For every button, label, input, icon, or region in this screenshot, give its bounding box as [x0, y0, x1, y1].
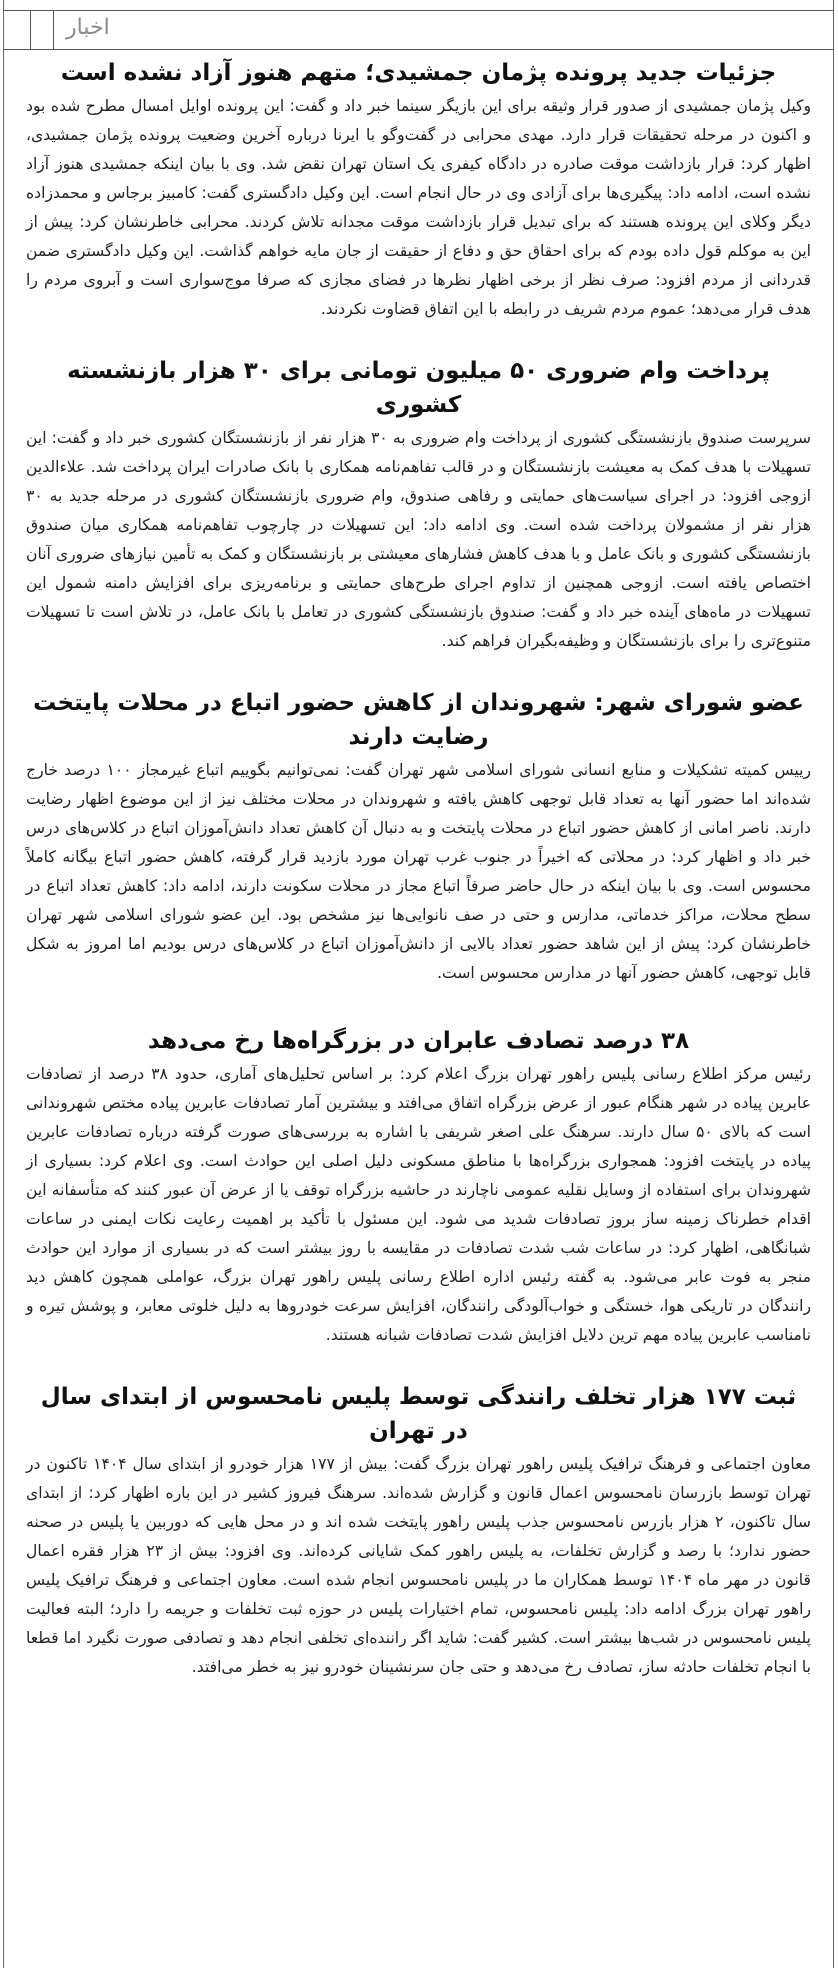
page-frame	[3, 0, 834, 1968]
article-headline: ۳۸ درصد تصادف عابران در بزرگراه‌ها رخ می‌دهد	[147, 1028, 690, 1054]
article	[26, 354, 811, 656]
article-body: معاون اجتماعی و فرهنگ ترافیک پلیس راهور تهران بزرگ گفت: بیش از ۱۷۷ هزار خودرو از ابتدای سال ۱۴۰۴ تاکنون در تهران توسط بازرسان نامحسوس اعمال قانون و گزارش شده‌اند. سرهنگ فیروز کشیر در این باره اظهار کرد: از ابتدای سال تاکنون، ۲ هزار بازرس نامحسوس جذب پلیس راهور پایتخت شده اند و در محل هایی که دوربین یا پلیس در صحنه حضور ندارد؛ با رصد و گزارش تخلفات، به پلیس راهور کمک شایانی کرده‌اند. وی افزود: بیش از ۲۳ هزار فقره اعمال قانون در مهر ماه ۱۴۰۴ توسط همکاران ما در پلیس نامحسوس انجام شده است. معاون اجتماعی و فرهنگ ترافیک پلیس راهور تهران بزرگ ادامه داد: پلیس نامحسوس، تمام اختیارات پلیس در حوزه ثبت تخلفات و جریمه را دارد؛ البته فعالیت پلیس نامحسوس در شب‌ها بیشتر است. کشیر گفت: شاید اگر راننده‌ای تخلفی انجام دهد و تصادفی صورت نگیرد اما قطعا با انجام تخلفات حادثه ساز، تصادف رخ می‌دهد و حتی جان سرنشینان خودرو نیز به خطر می‌افتد.	[26, 1455, 811, 1676]
article-headline: پرداخت وام ضروری ۵۰ میلیون تومانی برای ۳۰ هزار بازنشسته کشوری	[67, 358, 770, 418]
article	[26, 1380, 811, 1682]
article-body: رییس کمیته تشکیلات و منابع انسانی شورای اسلامی شهر تهران گفت: نمی‌توانیم بگوییم اتباع غیرمجاز ۱۰۰ درصد خارج شده‌اند اما حضور آنها به تعداد قابل توجهی کاهش یافته و شهروندان در محلات مختلف نیز از این موضوع اظهار رضایت دارند. ناصر امانی از کاهش حضور اتباع در محلات پایتخت و به دنبال آن کاهش تعداد دانش‌آموزان اتباع در کلاس‌های درس خبر داد و اظهار کرد: در محلاتی که اخیراً در جنوب غرب تهران مورد بازدید قرار گرفته، کاهش حضور اتباع بیگانه کاملاً محسوس است. وی با بیان اینکه در حال حاضر صرفاً اتباع مجاز در محلات سکونت دارند، ادامه داد: کاهش تعداد اتباع در سطح محلات، مراکز خدماتی، مدارس و حتی در صف نانوایی‌ها نیز مشخص بود. این عضو شورای اسلامی شهر تهران خاطرنشان کرد: پیش از این شاهد حضور تعداد بالایی از دانش‌آموزان اتباع در کلاس‌های درس بودیم اما امروز به شکل قابل توجهی، کاهش حضور آنها در مدارس محسوس است.	[26, 761, 811, 982]
header-divider-cell	[30, 11, 54, 49]
section-header	[4, 10, 833, 50]
article	[26, 1024, 811, 1350]
article	[26, 56, 811, 324]
article-headline: جزئیات جدید پرونده پژمان جمشیدی؛ متهم هنوز آزاد نشده است	[60, 60, 777, 86]
article	[26, 686, 811, 988]
article-headline: عضو شورای شهر: شهروندان از کاهش حضور اتباع در محلات پایتخت رضایت دارند	[33, 690, 804, 750]
article-body: رئیس مرکز اطلاع رسانی پلیس راهور تهران بزرگ اعلام کرد: بر اساس تحلیل‌های آماری، حدود ۳۸ درصد از تصادفات عابرین پیاده در شهر هنگام عبور از عرض بزرگراه اتفاق می‌افتد و بیشترین آمار تصادفات عابرین پیاده مختص شهروندانی است که بالای ۵۰ سال دارند. سرهنگ علی اصغر شریفی با اشاره به بررسی‌های صورت گرفته درباره تصادفات عابرین پیاده در پایتخت افزود: همجواری بزرگراه‌ها با مناطق مسکونی دلیل اصلی این حوادث است. وی اعلام کرد: بسیاری از شهروندان برای استفاده از وسایل نقلیه عمومی ناچارند در حاشیه بزرگراه توقف یا از عرض آن عبور کنند که متأسفانه این اقدام خطرناک زمینه ساز بروز تصادفات شدید می شود. این مسئول با تأکید بر اهمیت رعایت نکات ایمنی در ساعات شبانگاهی، اظهار کرد: در ساعات شب شدت تصادفات در مقایسه با روز بیشتر است که در بسیاری از موارد این حوادث منجر به فوت عابر می‌شود. به گفته رئیس اداره اطلاع رسانی پلیس راهور تهران بزرگ، عواملی همچون کاهش دید رانندگان در تاریکی هوا، خستگی و خواب‌آلودگی رانندگان، افزایش سرعت خودروها به دلیل خلوتی معابر، و پوشش تیره و نامناسب عابرین پیاده مهم ترین دلایل افزایش شدت تصادفات شبانه هستند.	[26, 1065, 812, 1344]
news-column	[26, 52, 811, 1708]
section-title: اخبار	[66, 15, 110, 40]
article-body: وکیل پژمان جمشیدی از صدور قرار وثیقه برای این بازیگر سینما خبر داد و گفت: این پرونده اوایل امسال مطرح شده بود و اکنون در مرحله تحقیقات قرار دارد. مهدی محرابی در گفت‌وگو با ایرنا درباره آخرین وضعیت پرونده پژمان جمشیدی، اظهار کرد: قرار بازداشت موقت صادره در دادگاه کیفری یک استان تهران نقض شد. وی با بیان اینکه جمشیدی هنوز آزاد نشده است، ادامه داد: پیگیری‌ها برای آزادی وی در حال انجام است. این وکیل دادگستری گفت: کامبیز برجاس و محمدزاده دیگر وکلای این پرونده هستند که برای تبدیل قرار بازداشت موقت مجدانه تلاش کردند. محرابی خاطرنشان کرد: پیش از این به موکلم قول داده بودم که برای احقاق حق و دفاع از حقیقت از جان مایه خواهم گذاشت. این وکیل دادگستری ضمن قدردانی از مردم افزود: صرف نظر از برخی اظهار نظرها در فضای مجازی که صرفا موج‌سواری است و آبروی مردم را هدف قرار می‌دهد؛ عموم مردم شریف در رابطه با این اتفاق قضاوت نکردند.	[26, 97, 811, 318]
article-headline: ثبت ۱۷۷ هزار تخلف رانندگی توسط پلیس نامحسوس از ابتدای سال در تهران	[40, 1384, 797, 1444]
article-body: سرپرست صندوق بازنشستگی کشوری از پرداخت وام ضروری به ۳۰ هزار نفر از بازنشستگان کشوری خبر داد و گفت: این تسهیلات با هدف کمک به معیشت بازنشستگان و در قالب تفاهم‌نامه همکاری با بانک صادرات ایران پرداخت شد. علاءالدین ازوجی افزود: در اجرای سیاست‌های حمایتی و رفاهی صندوق، وام ضروری بازنشستگان کشوری در مرحله جدید به ۳۰ هزار نفر از مشمولان پرداخت شده است. وی ادامه داد: این تسهیلات در چارچوب تفاهم‌نامه همکاری میان صندوق بازنشستگی کشوری و بانک عامل و با هدف کاهش فشارهای معیشتی بر بازنشستگان و کمک به تأمین نیازهای ضروری آنان اختصاص یافته است. ازوجی همچنین از تداوم اجرای طرح‌های حمایتی و برنامه‌ریزی برای افزایش دامنه شمول این تسهیلات در ماه‌های آینده خبر داد و گفت: صندوق بازنشستگی کشوری در تعامل با بانک عامل، در تلاش است تا تسهیلات متنوع‌تری را برای بازنشستگان و وظیفه‌بگیران فراهم کند.	[26, 429, 811, 650]
